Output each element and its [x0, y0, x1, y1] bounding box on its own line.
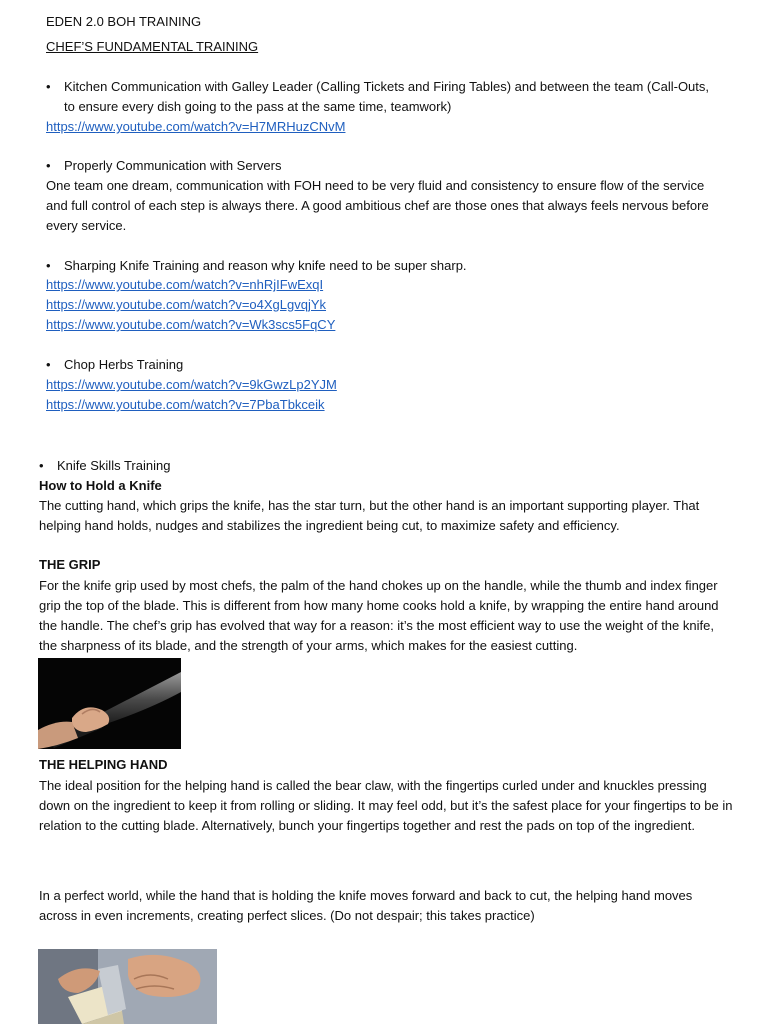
- video-link[interactable]: https://www.youtube.com/watch?v=o4XgLgvqjYk: [46, 297, 327, 312]
- helping-hand-heading: THE HELPING HAND: [39, 757, 168, 772]
- video-link[interactable]: https://www.youtube.com/watch?v=nhRjIFwExqI: [46, 277, 324, 292]
- bullet-marker: •: [46, 258, 51, 273]
- document-title: EDEN 2.0 BOH TRAINING: [46, 14, 202, 29]
- helping-hand-body-text: The ideal position for the helping hand is called the bear claw, with the fingertips curled under and knuckles pressing down on the ingredient to keep it from rolling or sliding. It may feel odd, but it’s the safest place for your fingertips to be in relation to the cutting blade. Alternatively, bunch your fingertips together and rest the pads on top of the ingredient.: [39, 778, 733, 833]
- servers-comm-body: One team one dream, communication with FOH need to be very fluid and consistency to ensure flow of the service and full control of each step is always there. A good ambitious chef are those ones that always feels nervous before every service.: [46, 178, 709, 233]
- grip-body-text: For the knife grip used by most chefs, the palm of the hand chokes up on the handle, while the thumb and index finger grip the top of the blade. This is different from how many home cooks hold a knife, by wrapping the entire hand around the handle. The chef’s grip has evolved that way for a reason: it’s the most efficient way to use the weight of the knife, the sharpness of its blade, and the strength of your arms, which makes for the easiest cutting.: [39, 578, 719, 653]
- kitchen-comm-line-2: to ensure every dish going to the pass at the same time, teamwork): [64, 99, 452, 114]
- video-link[interactable]: https://www.youtube.com/watch?v=H7MRHuzCNvM: [46, 119, 346, 134]
- kitchen-comm-line-1: Kitchen Communication with Galley Leader (Calling Tickets and Firing Tables) and between the team (Call-Outs,: [64, 79, 710, 94]
- bullet-marker: •: [46, 79, 51, 94]
- bullet-marker: •: [46, 357, 51, 372]
- video-link[interactable]: https://www.youtube.com/watch?v=7PbaTbkceik: [46, 397, 325, 412]
- helping-hand-illustration: [38, 949, 217, 1024]
- sharpening-heading: Sharping Knife Training and reason why knife need to be super sharp.: [64, 258, 467, 273]
- bullet-marker: •: [46, 158, 51, 173]
- grip-heading: THE GRIP: [39, 557, 101, 572]
- knife-grip-photo: [38, 658, 181, 749]
- perfect-world-text: In a perfect world, while the hand that is holding the knife moves forward and back to cut, the helping hand moves across in even increments, creating perfect slices. (Do not despair; this takes practice): [39, 888, 693, 923]
- document-subtitle: CHEF’S FUNDAMENTAL TRAINING: [46, 39, 259, 54]
- herbs-heading: Chop Herbs Training: [64, 357, 184, 372]
- video-link[interactable]: https://www.youtube.com/watch?v=Wk3scs5FqCY: [46, 317, 336, 332]
- helping-hand-photo: [38, 949, 217, 1024]
- knife-grip-illustration: [38, 658, 181, 749]
- knife-skills-heading: Knife Skills Training: [57, 458, 171, 473]
- how-to-hold-heading: How to Hold a Knife: [39, 478, 162, 493]
- knife-intro-text: The cutting hand, which grips the knife, has the star turn, but the other hand is an important supporting player. That helping hand holds, nudges and stabilizes the ingredient being cut, to maximize safety and efficiency.: [39, 498, 700, 533]
- servers-comm-heading: Properly Communication with Servers: [64, 158, 282, 173]
- bullet-marker: •: [39, 458, 44, 473]
- video-link[interactable]: https://www.youtube.com/watch?v=9kGwzLp2YJM: [46, 377, 337, 392]
